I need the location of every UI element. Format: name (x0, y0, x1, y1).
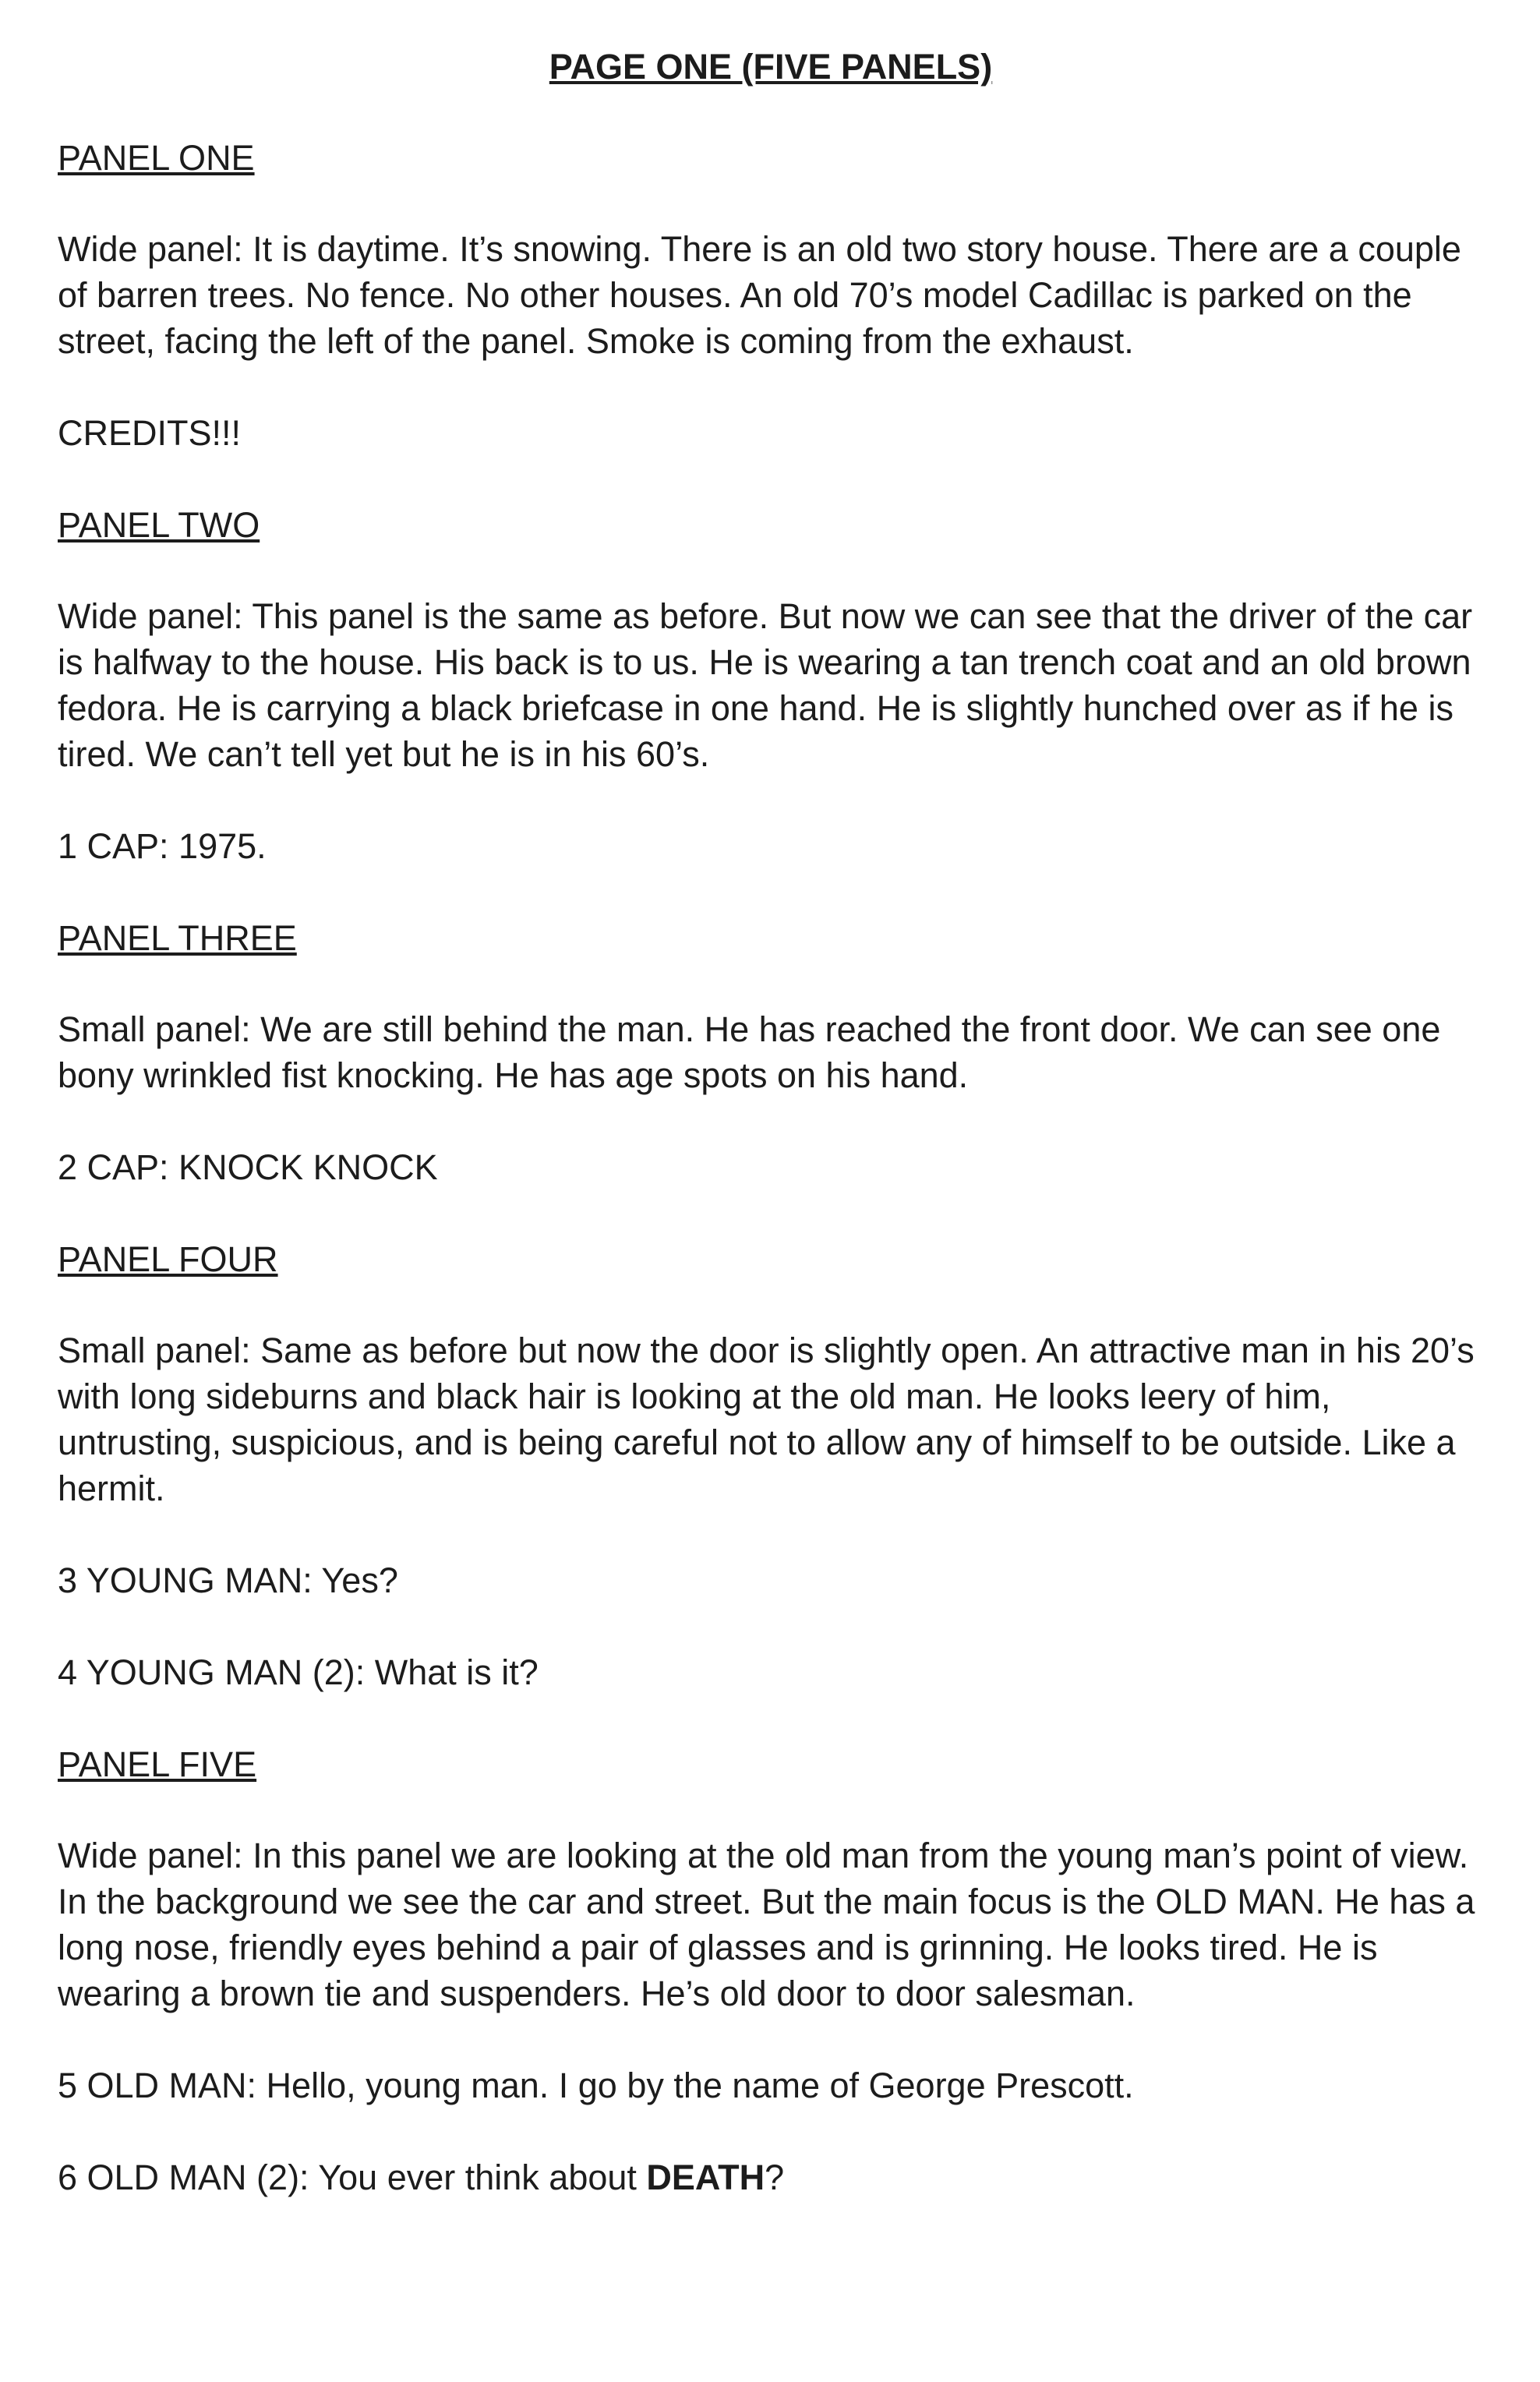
panel-two-caption: 1 CAP: 1975. (58, 826, 267, 866)
panel-two-description: Wide panel: This panel is the same as before. But now we can see that the driver of the car is halfway to the house. His back is to us. He is wearing a tan trench coat and an old brown fedora. He is carrying a black briefcase in one hand. He is slightly hunched over as if he is tired. We can’t tell yet but he is in his 60’s. (58, 596, 1473, 774)
panel-three-heading: PANEL THREE (58, 918, 297, 958)
dialogue-suffix: ? (765, 2158, 785, 2197)
panel-five-description: Wide panel: In this panel we are looking at the old man from the young man’s point of view. In the background we see the car and street. But the main focus is the OLD MAN. He has a long nose, friendly eyes behind a pair of glasses and is grinning. He looks tired. He is wearing a brown tie and suspenders. He’s old door to door salesman. (58, 1836, 1475, 2013)
dialogue-prefix: 6 OLD MAN (2): You ever think about (58, 2158, 647, 2197)
panel-five-heading: PANEL FIVE (58, 1744, 257, 1784)
page-title: PAGE ONE (FIVE PANELS) (549, 47, 993, 87)
panel-three-caption: 2 CAP: KNOCK KNOCK (58, 1147, 438, 1187)
panel-three-description: Small panel: We are still behind the man. He has reached the front door. We can see one bony wrinkled fist knocking. He has age spots on his hand. (58, 1009, 1441, 1095)
panel-four-dialogue-2: 4 YOUNG MAN (2): What is it? (58, 1652, 539, 1692)
panel-one-note: CREDITS!!! (58, 413, 242, 453)
panel-one-heading: PANEL ONE (58, 138, 255, 178)
panel-two-heading: PANEL TWO (58, 505, 260, 545)
panel-four-description: Small panel: Same as before but now the door is slightly open. An attractive man in his 20’s with long sideburns and black hair is looking at the old man. He looks leery of him, untrusting, suspicious, and is being careful not to allow any of himself to be outside. Like a hermit. (58, 1331, 1475, 1508)
panel-four-heading: PANEL FOUR (58, 1239, 278, 1279)
dialogue-emphasis: DEATH (646, 2158, 765, 2197)
panel-five-dialogue-2 (58, 2154, 1484, 2200)
panel-four-dialogue-1: 3 YOUNG MAN: Yes? (58, 1560, 398, 1600)
script-page (58, 44, 1484, 2246)
panel-one-description: Wide panel: It is daytime. It’s snowing. There is an old two story house. There are a couple of barren trees. No fence. No other houses. An old 70’s model Cadillac is parked on the street, facing the left of the panel. Smoke is coming from the exhaust. (58, 229, 1461, 361)
panel-five-dialogue-1: 5 OLD MAN: Hello, young man. I go by the name of George Prescott. (58, 2066, 1134, 2105)
